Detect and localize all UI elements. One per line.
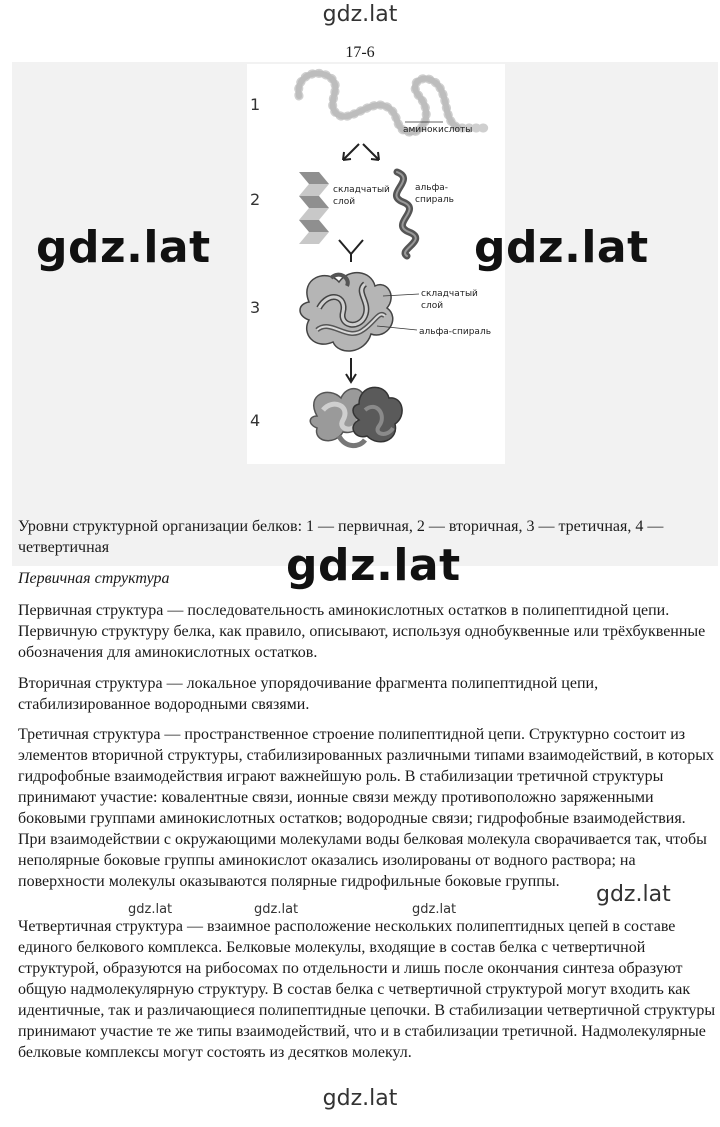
- split-arrows: [343, 144, 379, 160]
- watermark-small-2: gdz.lat: [254, 902, 299, 917]
- step-number-4: 4: [250, 411, 261, 430]
- section-title: Первичная структура: [18, 570, 170, 587]
- watermark-mid-right: gdz.lat: [596, 882, 671, 907]
- watermark-right: gdz.lat: [474, 222, 649, 273]
- step-number-2: 2: [250, 190, 261, 209]
- label-alpha-helix-2: спираль: [415, 195, 454, 205]
- protein-structure-diagram: [247, 64, 505, 464]
- tertiary-structure-icon: [300, 273, 393, 351]
- quaternary-structure-icon: [310, 387, 402, 445]
- protein-structure-figure: [247, 64, 505, 464]
- paragraph-tertiary-structure: Третичная структура — пространственное строение полипептидной цепи. Структурно состоит из элементов вторичной структуры, стабилизированных различными типами взаимодействий, в которых гидрофобные взаимодействия играют важнейшую роль. В стабилизации третичной структуры принимают участие: ковалентные связи, ионные связи между противоположно заряженными боковыми группами аминокислотных остатков; водородные связи; гидрофобные взаимодействия. При взаимодействии с окружающими молекулами воды белковая молекула сворачивается так, чтобы неполярные боковые группы аминокислот оказались изолированы от водного раствора; на поверхности молекулы оказываются полярные гидрофильные боковые группы.: [18, 726, 715, 890]
- paragraph-primary-structure: Первичная структура — последовательность аминокислотных остатков в полипептидной цепи. Первичную структуру белка, как правило, описывают, используя однобуквенные или трёхбуквенные обозначения для аминокислотных остатков.: [18, 602, 706, 661]
- watermark-center: gdz.lat: [286, 540, 461, 591]
- paragraph-quaternary-structure: Четвертичная структура — взаимное расположение нескольких полипептидных цепей в составе единого белкового комплекса. Белковые молекулы, входящие в состав белка с четвертичной структурой, образуются на рибосомах по отдельности и лишь после окончания синтеза образуют общую надмолекулярную структуру. В состав белка с четвертичной структурой могут входить как идентичные, так и различающиеся полипептидные цепочки. В стабилизации четвертичной структуры принимают участие те же типы взаимодействий, что и в стабилизации третичной. Надмолекулярные белковые комплексы могут состоять из десятков молекул.: [18, 918, 716, 1061]
- label-alpha-helix-3: альфа-спираль: [419, 327, 491, 337]
- down-arrow: [346, 358, 356, 382]
- paragraph-secondary-structure: Вторичная структура — локальное упорядочивание фрагмента полипептидной цепи, стабилизированное водородными связями.: [18, 675, 599, 713]
- amino-acid-chain: [299, 73, 489, 132]
- watermark-left: gdz.lat: [36, 222, 211, 273]
- label-pleated-sheet-3b: слой: [421, 301, 444, 311]
- figure-caption: Уровни структурной организации белков: 1 — первичная, 2 — вторичная, 3 — третичная, 4 — четвертичная: [18, 518, 664, 556]
- label-pleated-sheet-2: слой: [333, 197, 356, 207]
- step-number-3: 3: [250, 298, 261, 317]
- page-number: 17-6: [345, 44, 375, 61]
- label-pleated-sheet: складчатый: [333, 185, 390, 195]
- label-pleated-sheet-3: складчатый: [421, 289, 478, 299]
- watermark-bottom: gdz.lat: [322, 1086, 398, 1111]
- merge-arrow: [339, 240, 363, 262]
- step-number-1: 1: [250, 95, 261, 114]
- label-alpha-helix: альфа-: [415, 183, 449, 193]
- watermark-small-1: gdz.lat: [128, 902, 173, 917]
- label-amino-acids: аминокислоты: [403, 125, 473, 135]
- watermark-small-3: gdz.lat: [412, 902, 457, 917]
- pleated-sheet-icon: [299, 172, 329, 244]
- watermark-top: gdz.lat: [322, 2, 398, 27]
